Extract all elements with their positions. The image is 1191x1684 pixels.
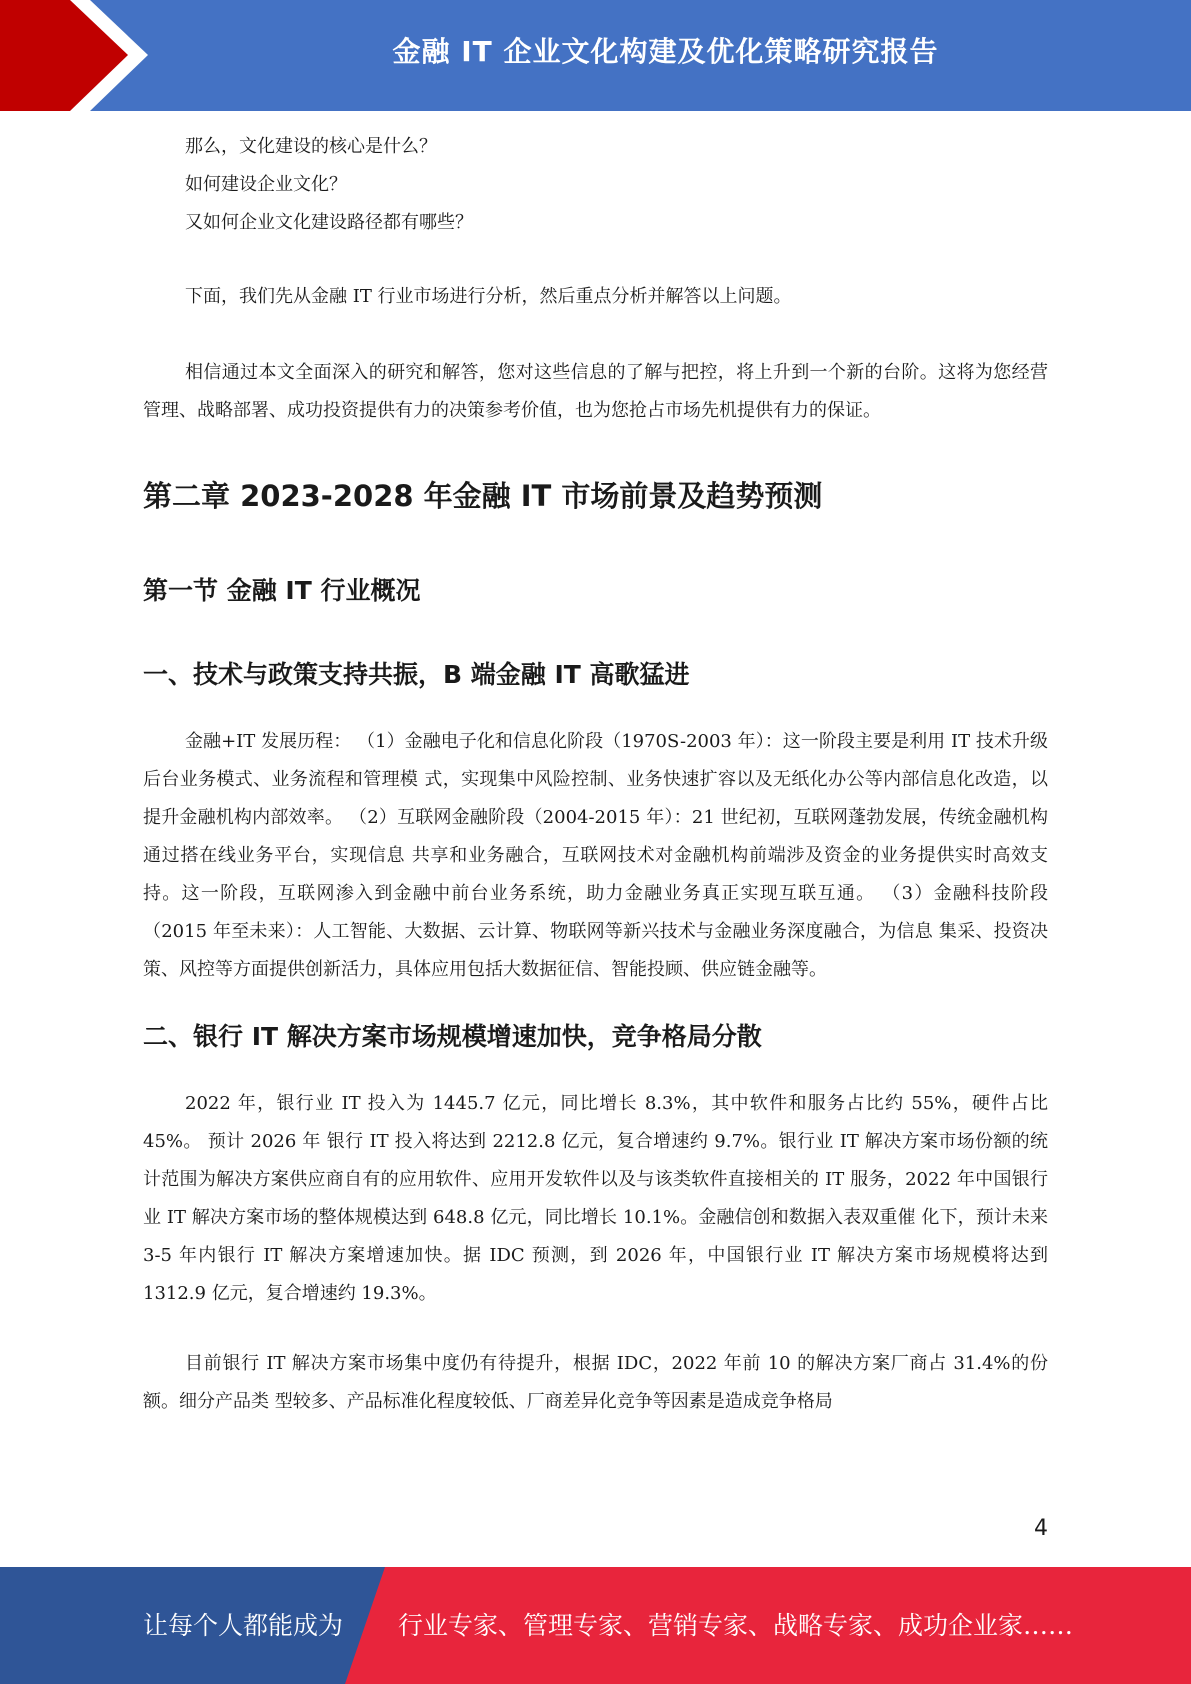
header-banner	[0, 0, 1191, 111]
footer-slogan-left: 让每个人都能成为	[143, 1611, 344, 1640]
footer-slogan-right: 行业专家、管理专家、营销专家、战略专家、成功企业家……	[398, 1611, 1074, 1640]
subsection-2-paragraph-2: 目前银行 IT 解决方案市场集中度仍有待提升，根据 IDC，2022 年前 10 的解决方案厂商占 31.4%的份额。细分产品类 型较多、产品标准化程度较低、厂商差异化竞争等因素是造成竞争格局	[143, 1353, 1048, 1412]
intro-paragraph-1: 下面，我们先从金融 IT 行业市场进行分析，然后重点分析并解答以上问题。	[185, 286, 792, 307]
subsection-2-paragraph-1: 2022 年，银行业 IT 投入为 1445.7 亿元，同比增长 8.3%，其中软件和服务占比约 55%，硬件占比 45%。 预计 2026 年 银行 IT 投入将达到 2212.8 亿元，复合增速约 9.7%。银行业 IT 解决方案市场份额的统计范围为解决方案供应商自有的应用软件、应用开发软件以及与该类软件直接相关的 IT 服务，2022 年中国银行业 IT 解决方案市场的整体规模达到 648.8 亿元，同比增长 10.1%。金融信创和数据入表双重催 化下，预计未来 3-5 年内银行 IT 解决方案增速加快。据 IDC 预测，到 2026 年，中国银行业 IT 解决方案市场规模将达到 1312.9 亿元，复合增速约 19.3%。	[143, 1093, 1048, 1304]
footer-banner	[0, 1567, 1191, 1684]
intro-paragraph-2: 相信通过本文全面深入的研究和解答，您对这些信息的了解与把控，将上升到一个新的台阶。这将为您经营管理、战略部署、成功投资提供有力的决策参考价值，也为您抢占市场先机提供有力的保证。	[143, 362, 1048, 421]
header-title: 金融 IT 企业文化构建及优化策略研究报告	[392, 35, 939, 68]
section-title: 第一节 金融 IT 行业概况	[143, 576, 421, 605]
intro-question-2: 如何建设企业文化？	[185, 174, 347, 195]
page-number: 4	[1034, 1516, 1048, 1541]
subsection-1-title: 一、技术与政策支持共振，B 端金融 IT 高歌猛进	[143, 660, 690, 689]
intro-question-3: 又如何企业文化建设路径都有哪些？	[185, 212, 473, 233]
subsection-1-paragraph: 金融+IT 发展历程： （1）金融电子化和信息化阶段（1970S-2003 年）：这一阶段主要是利用 IT 技术升级后台业务模式、业务流程和管理模 式，实现集中风险控制、业务快速扩容以及无纸化办公等内部信息化改造，以提升金融机构内部效率。 （2）互联网金融阶段（2004-2015 年）：21 世纪初，互联网蓬勃发展，传统金融机构通过搭在线业务平台，实现信息 共享和业务融合，互联网技术对金融机构前端涉及资金的业务提供实时高效支持。这一阶段，互联网渗入到金融中前台业务系统，助力金融业务真正实现互联互通。 （3）金融科技阶段（2015 年至未来）：人工智能、大数据、云计算、物联网等新兴技术与金融业务深度融合，为信息 集采、投资决策、风控等方面提供创新活力，具体应用包括大数据征信、智能投顾、供应链金融等。	[143, 731, 1048, 980]
chapter-title: 第二章 2023-2028 年金融 IT 市场前景及趋势预测	[143, 479, 823, 513]
intro-question-1: 那么，文化建设的核心是什么？	[185, 136, 437, 157]
page-content	[143, 128, 1048, 1421]
subsection-2-title: 二、银行 IT 解决方案市场规模增速加快，竞争格局分散	[143, 1022, 762, 1051]
